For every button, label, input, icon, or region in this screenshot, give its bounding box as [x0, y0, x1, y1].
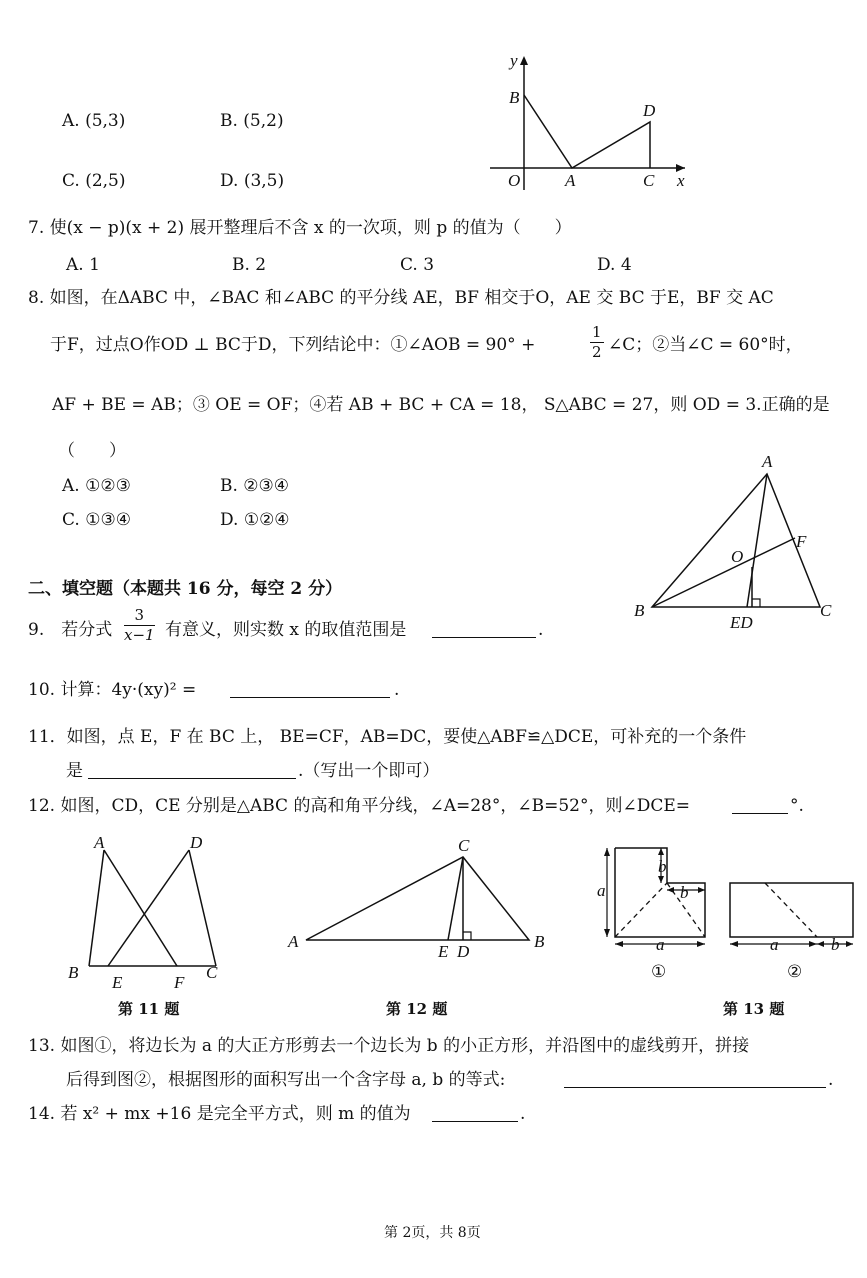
fig13-label-a-vertical: a [597, 881, 606, 900]
fig6-label-b: B [509, 88, 520, 107]
q6-option-a: A. (5,3) [62, 111, 126, 131]
fig8-label-ed: ED [730, 613, 753, 632]
fig8-label-a: A [762, 452, 773, 471]
q14-answer-line[interactable] [432, 1106, 518, 1126]
q10-period: . [394, 680, 400, 700]
q9-answer-line[interactable] [432, 622, 536, 642]
fig11-label-a: A [94, 833, 105, 852]
q8-fraction [590, 325, 604, 360]
q9-suffix: 有意义，则实数 x 的取值范围是 [165, 620, 407, 640]
q8-line-3: AF + BE = AB；③ OE = OF；④若 AB + BC + CA = 18， S△ABC = 27，则 OD = 3.正确的是 [52, 395, 830, 415]
fig13-squares [595, 840, 860, 988]
q10-prefix: 10. 计算：4y·(xy)² = [28, 680, 197, 700]
fig11-label-b: B [68, 963, 79, 982]
fig13-caption: 第 13 题 [723, 1000, 785, 1018]
q8-option-a: A. ①②③ [62, 476, 131, 496]
q12-degree: °. [790, 796, 804, 816]
q14-stem: 14. 若 x² + mx +16 是完全平方式，则 m 的值为 [28, 1104, 411, 1124]
fig12-label-e: E [438, 942, 449, 961]
fig6-label-a: A [565, 171, 576, 190]
q13-line-2: 后得到图②，根据图形的面积写出一个含字母 a, b 的等式: [66, 1070, 506, 1090]
q6-option-c: C. (2,5) [62, 171, 126, 191]
q8-line-2b: ∠C；②当∠C = 60°时， [608, 335, 803, 355]
q13-period: . [828, 1070, 834, 1090]
section-2-heading: 二、填空题（本题共 16 分，每空 2 分） [28, 579, 343, 599]
q6-option-b: B. (5,2) [220, 111, 284, 131]
q9-period: . [538, 620, 544, 640]
fig13-mark-2: ② [787, 962, 803, 981]
fig11-label-f: F [174, 973, 185, 992]
fig8-label-f: F [796, 532, 807, 551]
q8-option-b: B. ②③④ [220, 476, 290, 496]
fig6-label-y: y [510, 51, 518, 70]
fig13-label-a-bottom-2: a [770, 935, 779, 954]
fig12-label-d: D [457, 942, 470, 961]
q9-frac-num: 3 [124, 608, 155, 626]
fig13-label-b-horizontal: b [680, 883, 689, 902]
page-footer: 第 2页，共 8页 [384, 1225, 481, 1241]
q8-line-1: 8. 如图，在ΔABC 中，∠BAC 和∠ABC 的平分线 AE，BF 相交于O，AE 交 BC 于E，BF 交 AC [28, 288, 774, 308]
q11-answer-line[interactable] [88, 763, 296, 783]
fig12-label-c: C [458, 836, 470, 855]
fig11-label-e: E [112, 973, 123, 992]
fig8-label-c: C [820, 601, 832, 620]
q9-frac-den: x−1 [124, 626, 155, 644]
q8-option-c: C. ①③④ [62, 510, 131, 530]
q13-answer-line[interactable] [564, 1072, 826, 1092]
fig11-label-c: C [206, 963, 218, 982]
fig11-caption: 第 11 题 [118, 1000, 180, 1018]
q10-answer-line[interactable] [230, 682, 390, 702]
fig13-label-a-bottom-1: a [656, 935, 665, 954]
q11-prefix: 是 [66, 761, 83, 781]
q14-period: . [520, 1104, 526, 1124]
q9-fraction [124, 608, 155, 643]
q11-suffix: .（写出一个即可） [298, 761, 440, 781]
q8-frac-num: 1 [592, 323, 602, 341]
fig6-label-x: x [677, 171, 685, 190]
q13-line-1: 13. 如图①，将边长为 a 的大正方形剪去一个边长为 b 的小正方形，并沿图中的虚线剪开，拼接 [28, 1036, 750, 1056]
fig11-triangles [60, 830, 240, 990]
q7-option-d: D. 4 [597, 255, 632, 275]
q7-option-c: C. 3 [400, 255, 435, 275]
q8-answer-paren: （ ） [58, 441, 126, 461]
q8-frac-den: 2 [592, 343, 602, 361]
fig12-caption: 第 12 题 [386, 1000, 448, 1018]
fig6-label-c: C [643, 171, 655, 190]
q12-answer-line[interactable] [732, 798, 788, 818]
q11-line-1: 11．如图，点 E，F 在 BC 上， BE=CF，AB=DC，要使△ABF≌△DCE，可补充的一个条件 [28, 727, 747, 747]
q8-option-d: D. ①②④ [220, 510, 290, 530]
fig6-label-o: O [508, 171, 521, 190]
fig13-mark-1: ① [651, 962, 667, 981]
q12-stem: 12. 如图，CD，CE 分别是△ABC 的高和角平分线，∠A=28°，∠B=52°，则∠DCE= [28, 796, 691, 816]
fig12-label-b: B [534, 932, 545, 951]
fig8-label-b: B [634, 601, 645, 620]
q7-stem: 7. 使(x − p)(x + 2) 展开整理后不含 x 的一次项，则 p 的值为（ ） [28, 218, 572, 238]
fig12-label-a: A [288, 932, 299, 951]
fig8-label-o: O [731, 547, 744, 566]
q7-option-b: B. 2 [232, 255, 267, 275]
q8-triangle-figure [628, 450, 843, 635]
fig13-label-b-bottom-2: b [831, 935, 840, 954]
fig12-triangle [285, 835, 550, 965]
q9-prefix: 9. 若分式 [28, 620, 113, 640]
q6-option-d: D. (3,5) [220, 171, 285, 191]
q7-option-a: A. 1 [66, 255, 100, 275]
fig13-label-b-vertical: b [658, 857, 667, 876]
q6-coordinate-figure [480, 50, 695, 195]
fig6-label-d: D [643, 101, 656, 120]
fig11-label-d: D [190, 833, 203, 852]
q8-line-2a: 于F，过点O作OD ⊥ BC于D，下列结论中：①∠AOB = 90° + [50, 335, 536, 355]
